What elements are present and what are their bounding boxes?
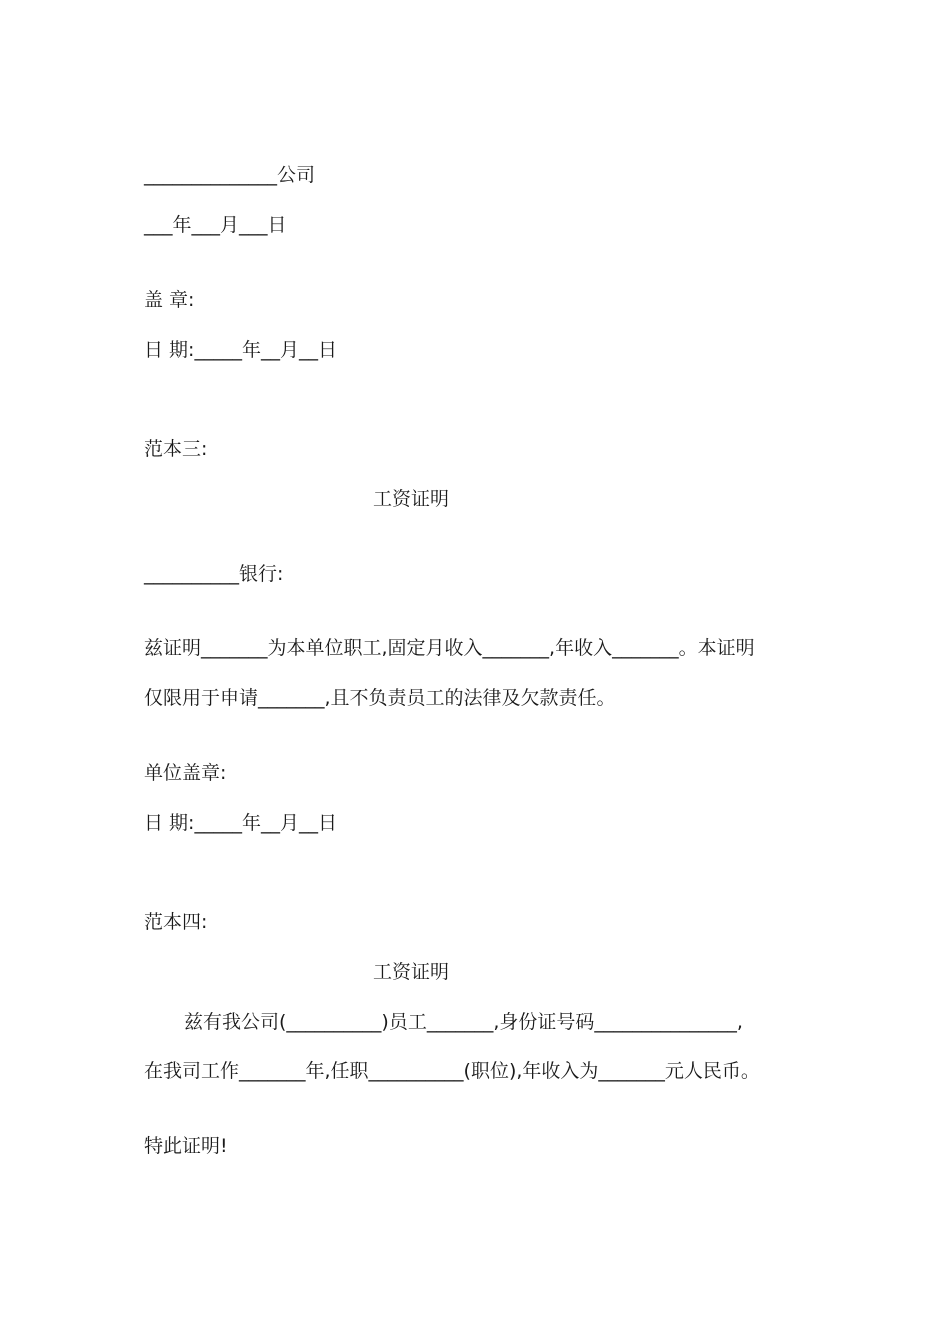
sample4-title: 工资证明	[373, 961, 450, 983]
sample3-body-line-1: 兹证明_______为本单位职工,固定月收入_______,年收入_______。本证明	[144, 637, 755, 659]
sample3-seal-label: 单位盖章:	[144, 762, 227, 784]
sample3-heading: 范本三:	[144, 438, 208, 460]
seal-label: 盖 章:	[144, 289, 195, 311]
sample4-closing: 特此证明!	[144, 1135, 228, 1157]
date-line: 日 期:_____年__月__日	[144, 339, 337, 361]
sample3-body-line-2: 仅限用于申请_______,且不负责员工的法律及欠款责任。	[144, 687, 616, 709]
sample3-title: 工资证明	[373, 488, 450, 510]
sample4-heading: 范本四:	[144, 911, 208, 933]
sample4-body-line-2: 在我司工作_______年,任职__________(职位),年收入为_______元人民币。	[144, 1060, 760, 1082]
date-blank-line: ___年___月___日	[144, 214, 287, 236]
sample3-date-line: 日 期:_____年__月__日	[144, 812, 337, 834]
sample4-body-line-1: 兹有我公司(__________)员工_______,身份证号码_______________,	[184, 1011, 743, 1033]
sample3-bank-line: __________银行:	[144, 563, 284, 585]
company-blank-line: ______________公司	[144, 164, 316, 186]
